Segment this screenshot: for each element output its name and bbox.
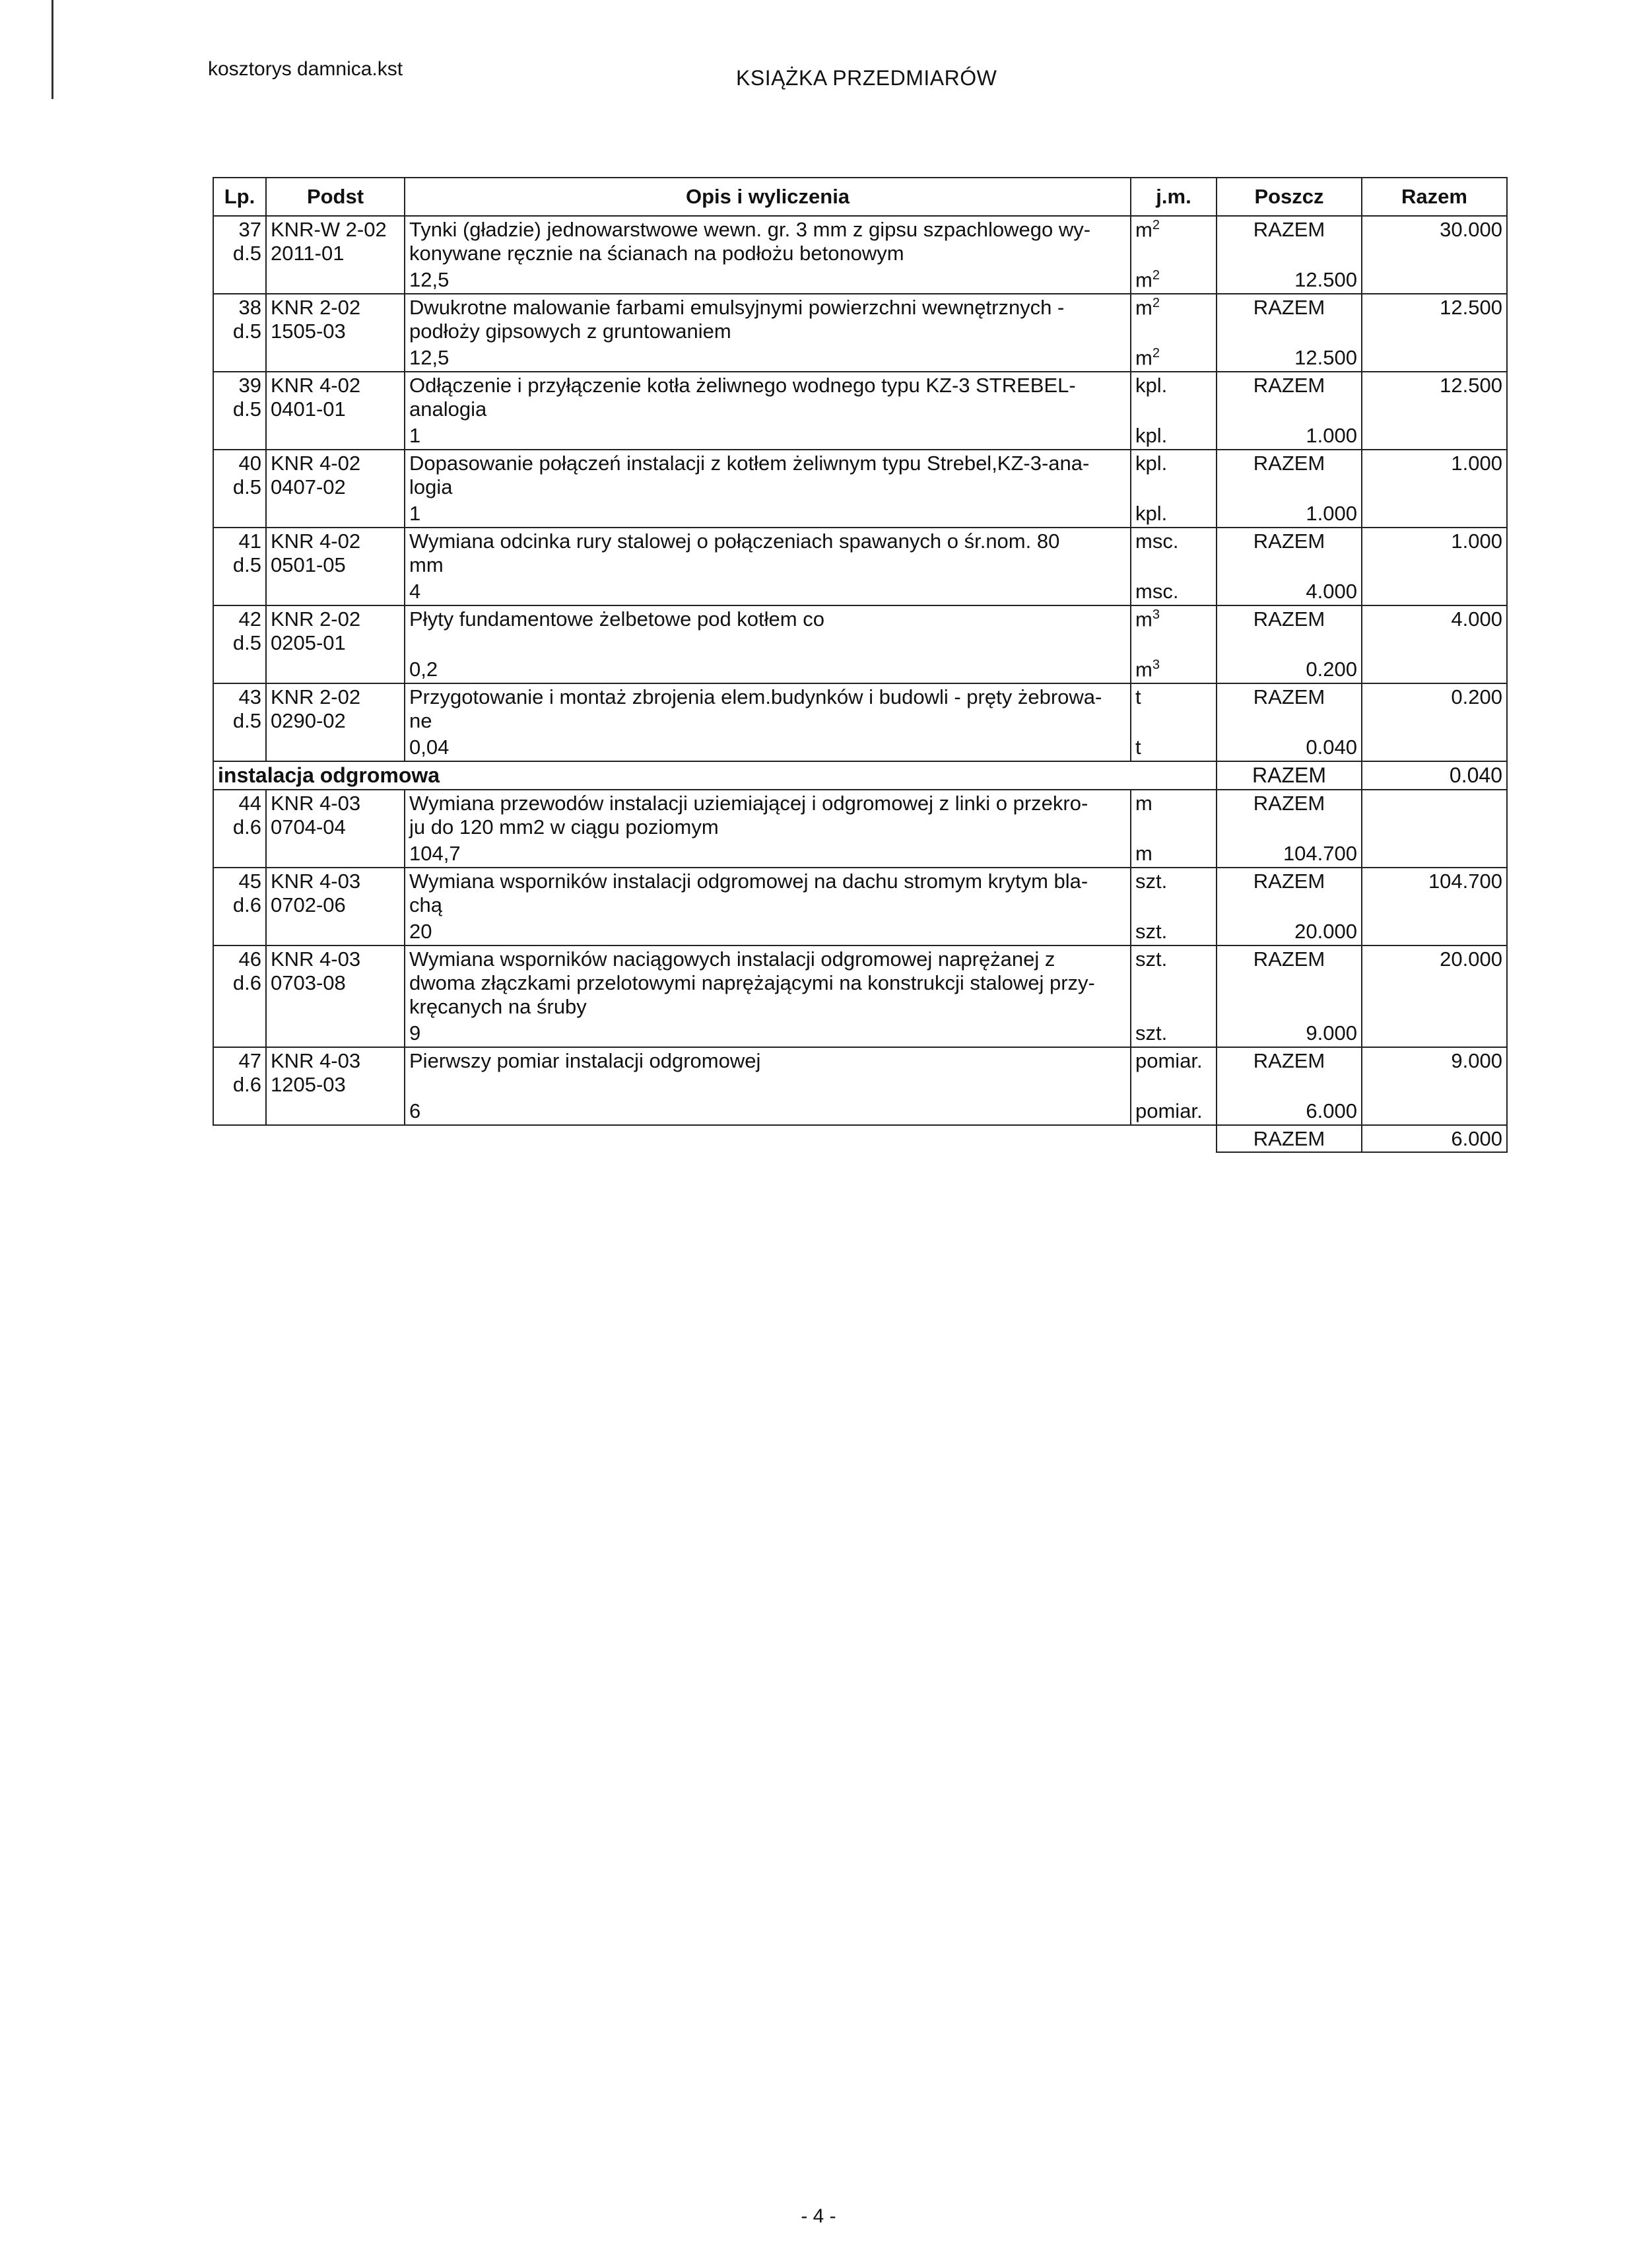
item-basis-code: KNR 4-03 [271, 947, 361, 971]
previous-total: 9.000 [1362, 1047, 1507, 1098]
calc-podst-empty [266, 267, 405, 294]
table-row [213, 528, 1507, 578]
item-number: 44 [238, 792, 261, 815]
description-line-1: Dwukrotne malowanie farbami emulsyjnymi powierzchni wewnętrznych - [409, 296, 1065, 320]
item-podst [266, 216, 405, 267]
calc-razem-empty [1362, 345, 1507, 372]
item-description [405, 868, 1131, 918]
item-podst [266, 450, 405, 500]
col-lp: Lp. [213, 178, 266, 216]
item-lp [213, 790, 266, 841]
calc-podst-empty [266, 1098, 405, 1125]
calc-podst-empty [266, 656, 405, 683]
item-basis-code: KNR 2-02 [271, 296, 361, 320]
item-unit: szt. [1131, 868, 1217, 918]
description-line-1: Wymiana wsporników instalacji odgromowej na dachu stromym krytym bla- [409, 869, 1088, 893]
calc-razem-empty [1362, 500, 1507, 528]
calc-unit: $m^2$ [1131, 345, 1217, 372]
item-subnumber: d.5 [232, 553, 261, 577]
description-line-2: chą [409, 893, 442, 916]
item-number: 39 [238, 374, 261, 397]
item-podst [266, 294, 405, 345]
item-subtotal: 1.000 [1217, 423, 1362, 450]
item-basis-code: KNR 4-02 [271, 374, 361, 397]
final-total-row [213, 1125, 1507, 1153]
calc-unit: kpl. [1131, 423, 1217, 450]
item-basis-code: KNR 4-03 [271, 869, 361, 893]
calc-unit: $m^3$ [1131, 656, 1217, 683]
description-line-2: logia [409, 475, 453, 499]
item-subtotal: 104.700 [1217, 841, 1362, 868]
calc-lp-empty [213, 500, 266, 528]
item-calculation: 9 [405, 1020, 1131, 1047]
table-row [213, 216, 1507, 267]
item-basis-code: KNR 4-02 [271, 530, 361, 553]
item-lp [213, 1047, 266, 1098]
razem-label: RAZEM [1217, 868, 1362, 918]
razem-label: RAZEM [1217, 294, 1362, 345]
calc-razem-empty [1362, 734, 1507, 761]
razem-label: RAZEM [1217, 216, 1362, 267]
item-subtotal: 0.040 [1217, 734, 1362, 761]
item-basis-code: KNR 2-02 [271, 685, 361, 709]
previous-total: 20.000 [1362, 945, 1507, 1020]
calc-razem-empty [1362, 918, 1507, 945]
table-row [213, 267, 1507, 294]
item-calculation: 12,5 [405, 345, 1131, 372]
item-calculation: 20 [405, 918, 1131, 945]
item-unit: t [1131, 683, 1217, 734]
item-unit: kpl. [1131, 372, 1217, 423]
calc-podst-empty [266, 423, 405, 450]
calc-podst-empty [266, 578, 405, 605]
razem-label: RAZEM [1217, 683, 1362, 734]
file-name: kosztorys damnica.kst [208, 58, 403, 80]
razem-label: RAZEM [1217, 372, 1362, 423]
calc-lp-empty [213, 267, 266, 294]
calc-unit: szt. [1131, 918, 1217, 945]
calc-podst-empty [266, 345, 405, 372]
item-calculation: 1 [405, 500, 1131, 528]
final-empty [213, 1125, 1217, 1153]
item-number: 38 [238, 296, 261, 320]
item-basis-code: KNR-W 2-02 [271, 218, 387, 241]
item-lp [213, 528, 266, 578]
calc-unit: kpl. [1131, 500, 1217, 528]
item-basis-number: 0290-02 [271, 709, 346, 733]
previous-total: 12.500 [1362, 294, 1507, 345]
table-row [213, 605, 1507, 656]
item-lp [213, 605, 266, 656]
item-number: 41 [238, 530, 261, 553]
calc-lp-empty [213, 841, 266, 868]
item-podst [266, 1047, 405, 1098]
previous-total: 104.700 [1362, 868, 1507, 918]
item-subtotal: 0.200 [1217, 656, 1362, 683]
table-row [213, 423, 1507, 450]
calc-lp-empty [213, 578, 266, 605]
item-subnumber: d.6 [232, 1072, 261, 1096]
item-lp [213, 294, 266, 345]
previous-total: 4.000 [1362, 605, 1507, 656]
previous-total: 0.200 [1362, 683, 1507, 734]
item-description [405, 216, 1131, 267]
item-number: 37 [238, 218, 261, 241]
item-basis-number: 0407-02 [271, 475, 346, 499]
col-podst: Podst [266, 178, 405, 216]
item-basis-number: 0703-08 [271, 971, 346, 994]
razem-label: RAZEM [1217, 1125, 1362, 1153]
section-row [213, 761, 1507, 790]
razem-label: RAZEM [1217, 790, 1362, 841]
item-lp [213, 868, 266, 918]
item-number: 40 [238, 452, 261, 475]
item-calculation: 0,04 [405, 734, 1131, 761]
table-row [213, 683, 1507, 734]
description-line-2: ne [409, 709, 432, 733]
table-row [213, 372, 1507, 423]
calc-podst-empty [266, 734, 405, 761]
description-line-1: Wymiana odcinka rury stalowej o połączeniach spawanych o śr.nom. 80 [409, 530, 1060, 553]
item-number: 45 [238, 869, 261, 893]
item-description [405, 605, 1131, 656]
description-line-1: Dopasowanie połączeń instalacji z kotłem żeliwnym typu Strebel,KZ-3-ana- [409, 452, 1090, 475]
item-lp [213, 216, 266, 267]
description-line-2: dwoma złączkami przelotowymi naprężającymi na konstrukcji stalowej przy- [409, 971, 1095, 994]
table-row [213, 345, 1507, 372]
item-calculation: 104,7 [405, 841, 1131, 868]
previous-total: 0.040 [1362, 761, 1507, 790]
description-line-2: analogia [409, 397, 487, 421]
item-unit: $m^2$ [1131, 294, 1217, 345]
item-description [405, 945, 1131, 1020]
item-subnumber: d.5 [232, 320, 261, 343]
calc-podst-empty [266, 918, 405, 945]
item-podst [266, 683, 405, 734]
calc-unit: $m^2$ [1131, 267, 1217, 294]
item-lp [213, 372, 266, 423]
item-podst [266, 945, 405, 1020]
table-row [213, 1020, 1507, 1047]
calc-podst-empty [266, 1020, 405, 1047]
col-poszcz: Poszcz [1217, 178, 1362, 216]
description-line-2: podłoży gipsowych z gruntowaniem [409, 320, 731, 343]
item-podst [266, 868, 405, 918]
description-line-1: Wymiana wsporników naciągowych instalacji odgromowej naprężanej z [409, 947, 1055, 971]
item-podst [266, 528, 405, 578]
item-subnumber: d.6 [232, 815, 261, 839]
razem-label: RAZEM [1217, 945, 1362, 1020]
item-calculation: 6 [405, 1098, 1131, 1125]
calc-podst-empty [266, 500, 405, 528]
calc-lp-empty [213, 918, 266, 945]
previous-total: 1.000 [1362, 528, 1507, 578]
table-row [213, 656, 1507, 683]
table-row [213, 734, 1507, 761]
item-lp [213, 450, 266, 500]
item-unit: kpl. [1131, 450, 1217, 500]
item-unit: $m^2$ [1131, 216, 1217, 267]
previous-total: 12.500 [1362, 372, 1507, 423]
item-description [405, 528, 1131, 578]
item-subtotal: 12.500 [1217, 267, 1362, 294]
item-subtotal: 20.000 [1217, 918, 1362, 945]
calc-unit: szt. [1131, 1020, 1217, 1047]
calc-razem-empty [1362, 267, 1507, 294]
col-razem: Razem [1362, 178, 1507, 216]
previous-total [1362, 790, 1507, 841]
item-description [405, 1047, 1131, 1098]
description-line-1: Płyty fundamentowe żelbetowe pod kotłem co [409, 607, 824, 631]
item-unit: $m^3$ [1131, 605, 1217, 656]
item-basis-number: 0401-01 [271, 397, 346, 421]
item-subnumber: d.5 [232, 475, 261, 499]
description-line-1: Przygotowanie i montaż zbrojenia elem.budynków i budowli - pręty żebrowa- [409, 685, 1102, 709]
calc-razem-empty [1362, 423, 1507, 450]
item-number: 46 [238, 947, 261, 971]
item-number: 43 [238, 685, 261, 709]
calc-lp-empty [213, 1020, 266, 1047]
calc-lp-empty [213, 345, 266, 372]
previous-total: 30.000 [1362, 216, 1507, 267]
calc-razem-empty [1362, 656, 1507, 683]
item-unit: msc. [1131, 528, 1217, 578]
item-description [405, 450, 1131, 500]
final-total: 6.000 [1362, 1125, 1507, 1153]
item-basis-number: 0205-01 [271, 631, 346, 654]
description-line-1: Tynki (gładzie) jednowarstwowe wewn. gr. 3 mm z gipsu szpachlowego wy- [409, 218, 1091, 241]
item-description [405, 294, 1131, 345]
item-podst [266, 372, 405, 423]
item-subnumber: d.6 [232, 893, 261, 916]
item-basis-code: KNR 4-03 [271, 792, 361, 815]
calc-lp-empty [213, 734, 266, 761]
razem-label: RAZEM [1217, 605, 1362, 656]
razem-label: RAZEM [1217, 761, 1362, 790]
item-unit: szt. [1131, 945, 1217, 1020]
description-line-2: mm [409, 553, 444, 577]
item-subtotal: 12.500 [1217, 345, 1362, 372]
item-basis-code: KNR 4-03 [271, 1048, 361, 1072]
item-basis-number: 0702-06 [271, 893, 346, 916]
calc-unit: msc. [1131, 578, 1217, 605]
calc-unit: pomiar. [1131, 1098, 1217, 1125]
item-basis-number: 1505-03 [271, 320, 346, 343]
item-number: 47 [238, 1048, 261, 1072]
item-subtotal: 6.000 [1217, 1098, 1362, 1125]
table-row [213, 294, 1507, 345]
razem-label: RAZEM [1217, 528, 1362, 578]
calc-lp-empty [213, 656, 266, 683]
estimate-table [213, 177, 1508, 1153]
description-line-2: ju do 120 mm2 w ciągu poziomym [409, 815, 719, 839]
description-line-1: Wymiana przewodów instalacji uziemiającej i odgromowej z linki o przekro- [409, 792, 1088, 815]
col-opis: Opis i wyliczenia [405, 178, 1131, 216]
item-basis-code: KNR 2-02 [271, 607, 361, 631]
item-description [405, 372, 1131, 423]
item-subnumber: d.5 [232, 709, 261, 733]
table-row [213, 578, 1507, 605]
table-row [213, 1098, 1507, 1125]
item-calculation: 12,5 [405, 267, 1131, 294]
item-subtotal: 4.000 [1217, 578, 1362, 605]
description-line-2: konywane ręcznie na ścianach na podłożu betonowym [409, 241, 904, 265]
table-row [213, 841, 1507, 868]
item-calculation: 4 [405, 578, 1131, 605]
previous-total: 1.000 [1362, 450, 1507, 500]
item-description [405, 790, 1131, 841]
item-subtotal: 9.000 [1217, 1020, 1362, 1047]
item-basis-number: 0501-05 [271, 553, 346, 577]
item-subnumber: d.6 [232, 971, 261, 994]
description-line-1: Pierwszy pomiar instalacji odgromowej [409, 1048, 761, 1072]
table-row [213, 790, 1507, 841]
item-subtotal: 1.000 [1217, 500, 1362, 528]
item-podst [266, 790, 405, 841]
table-row [213, 945, 1507, 1020]
calc-unit: t [1131, 734, 1217, 761]
calc-razem-empty [1362, 1098, 1507, 1125]
description-line-1: Odłączenie i przyłączenie kotła żeliwnego wodnego typu KZ-3 STREBEL- [409, 374, 1076, 397]
table-header-row [213, 178, 1507, 216]
calc-razem-empty [1362, 578, 1507, 605]
item-description [405, 683, 1131, 734]
item-subnumber: d.5 [232, 631, 261, 654]
col-jm: j.m. [1131, 178, 1217, 216]
calc-podst-empty [266, 841, 405, 868]
item-unit: pomiar. [1131, 1047, 1217, 1098]
table-row [213, 450, 1507, 500]
table-row [213, 918, 1507, 945]
calc-unit: m [1131, 841, 1217, 868]
table-row [213, 868, 1507, 918]
item-basis-number: 2011-01 [271, 241, 345, 265]
calc-razem-empty [1362, 841, 1507, 868]
page-title: KSIĄŻKA PRZEDMIARÓW [736, 66, 997, 90]
item-basis-code: KNR 4-02 [271, 452, 361, 475]
item-calculation: 0,2 [405, 656, 1131, 683]
table-row [213, 500, 1507, 528]
section-title: instalacja odgromowa [213, 761, 1217, 790]
page-number: - 4 - [801, 2205, 836, 2227]
item-unit: m [1131, 790, 1217, 841]
table-row [213, 1047, 1507, 1098]
item-number: 42 [238, 607, 261, 631]
item-podst [266, 605, 405, 656]
scan-edge-line [51, 0, 53, 99]
razem-label: RAZEM [1217, 450, 1362, 500]
item-basis-number: 1205-03 [271, 1072, 346, 1096]
calc-razem-empty [1362, 1020, 1507, 1047]
item-lp [213, 683, 266, 734]
item-basis-number: 0704-04 [271, 815, 346, 839]
item-calculation: 1 [405, 423, 1131, 450]
item-subnumber: d.5 [232, 241, 261, 265]
item-lp [213, 945, 266, 1020]
razem-label: RAZEM [1217, 1047, 1362, 1098]
calc-lp-empty [213, 423, 266, 450]
description-line-3: kręcanych na śruby [409, 994, 587, 1018]
item-subnumber: d.5 [232, 397, 261, 421]
calc-lp-empty [213, 1098, 266, 1125]
